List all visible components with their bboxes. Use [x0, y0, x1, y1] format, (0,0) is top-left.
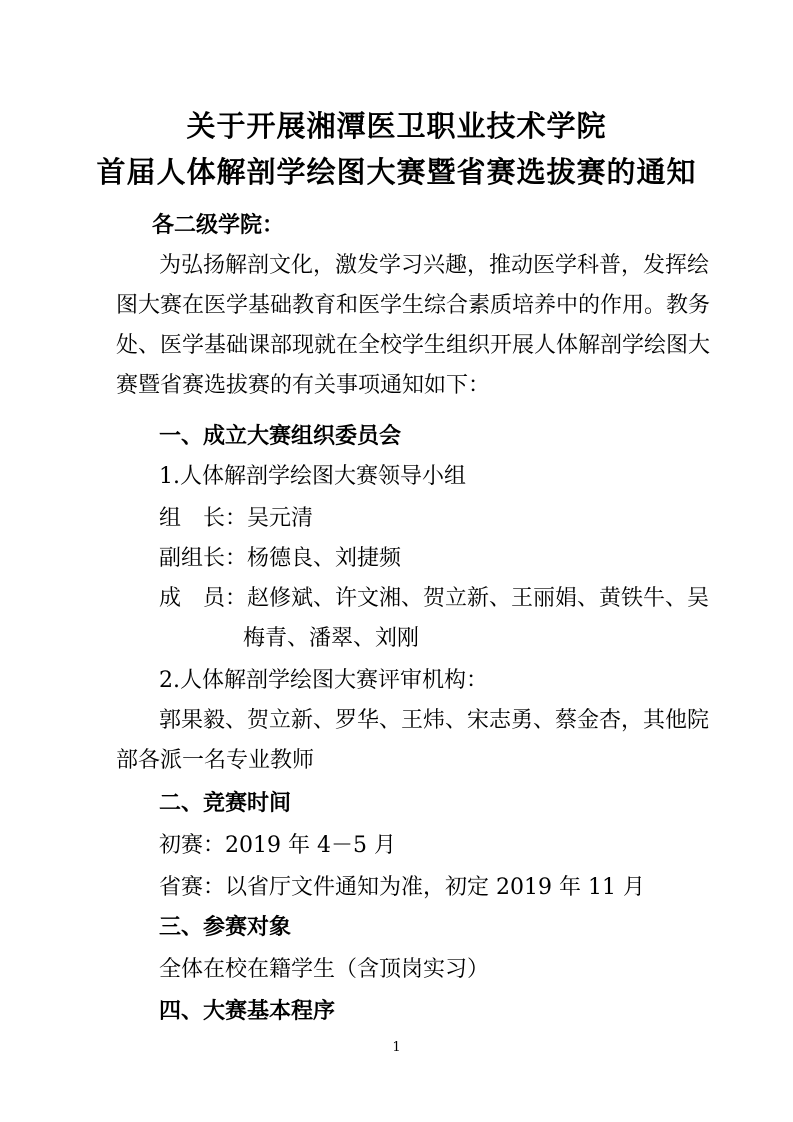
section-3-heading: 三、参赛对象: [159, 915, 292, 940]
salutation: 各二级学院：: [152, 213, 285, 238]
title-line-2: 首届人体解剖学绘图大赛暨省赛选拔赛的通知: [96, 155, 697, 189]
section-1-heading: 一、成立大赛组织委员会: [159, 424, 402, 449]
section-2-heading: 二、竞赛时间: [159, 791, 292, 816]
vice-leader-line: 副组长：杨德良、刘捷频: [159, 546, 402, 571]
intro-line-4: 赛暨省赛选拔赛的有关事项通知如下：: [116, 373, 491, 398]
provincial-time: 省赛：以省厅文件通知为准，初定 2019 年 11 月: [159, 875, 645, 900]
section-1-sub-1: 1.人体解剖学绘图大赛领导小组: [159, 464, 466, 489]
judges-line-2: 部各派一名专业教师: [116, 748, 315, 773]
judges-line-1: 郭果毅、贺立新、罗华、王炜、宋志勇、蔡金杏，其他院: [159, 708, 710, 733]
intro-line-3: 处、医学基础课部现就在全校学生组织开展人体解剖学绘图大: [116, 333, 711, 358]
members-line-1: 成 员：赵修斌、许文湘、贺立新、王丽娟、黄铁牛、吴: [159, 586, 710, 611]
intro-line-2: 图大赛在医学基础教育和医学生综合素质培养中的作用。教务: [116, 293, 711, 318]
preliminary-time: 初赛：2019 年 4－5 月: [159, 833, 396, 858]
target-participants: 全体在校在籍学生（含顶岗实习）: [159, 957, 490, 982]
leader-line: 组 长：吴元清: [159, 506, 314, 531]
section-4-heading: 四、大赛基本程序: [159, 999, 336, 1024]
intro-line-1: 为弘扬解剖文化，激发学习兴趣，推动医学科普，发挥绘: [159, 253, 710, 278]
title-line-1: 关于开展湘潭医卫职业技术学院: [186, 109, 607, 143]
page-number: 1: [392, 1040, 401, 1055]
section-1-sub-2: 2.人体解剖学绘图大赛评审机构：: [159, 668, 488, 693]
members-line-2: 梅青、潘翠、刘刚: [243, 626, 420, 651]
